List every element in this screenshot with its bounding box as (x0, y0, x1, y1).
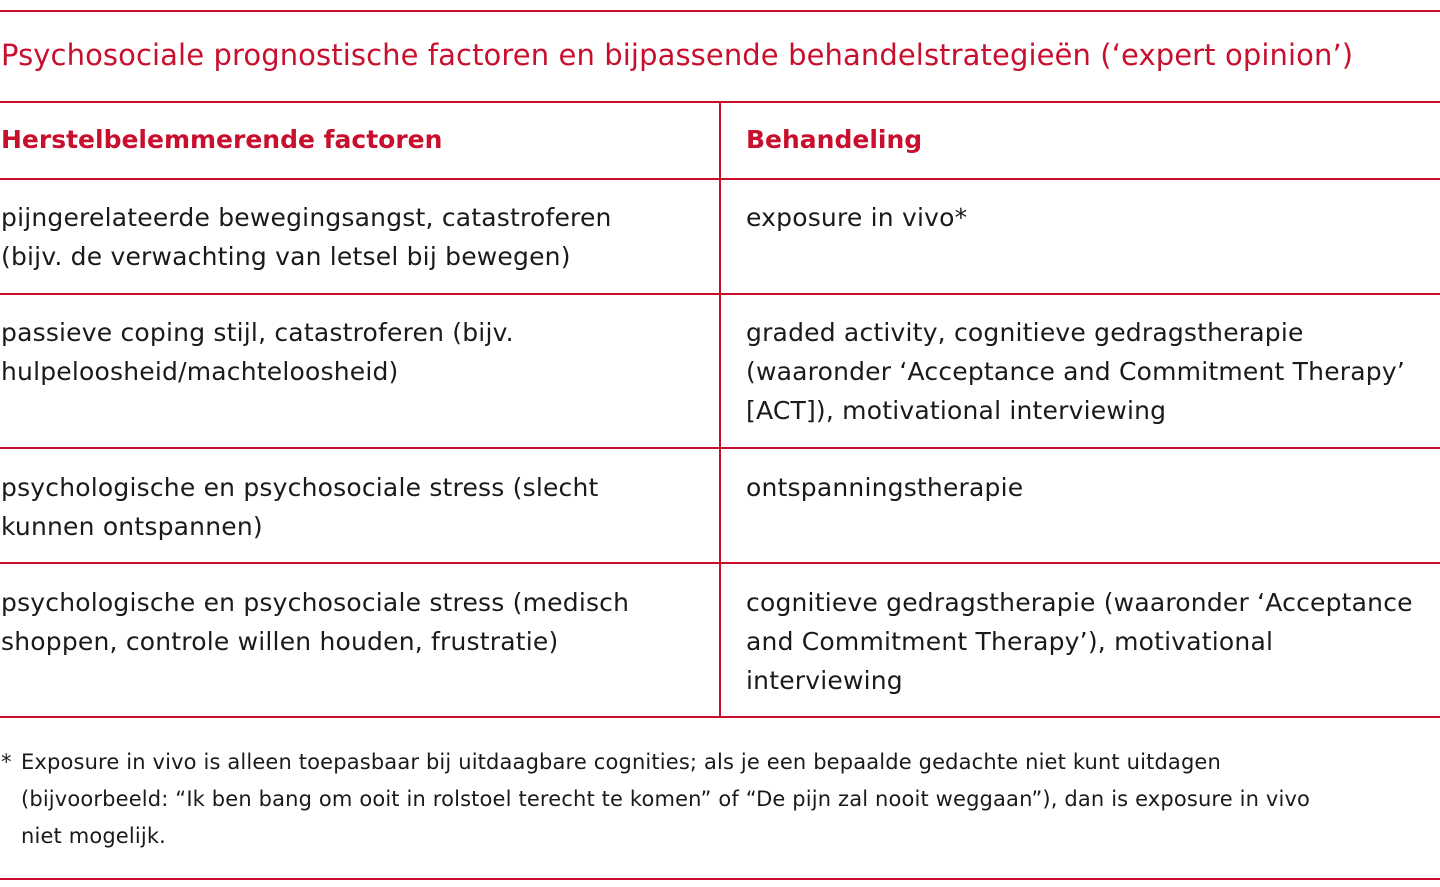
cell-line: hulpeloosheid/machteloosheid) (1, 357, 399, 386)
cell-line: psychologische en psychosociale stress (slecht (1, 473, 599, 502)
table-row-3-factor (1, 468, 599, 546)
column-divider (719, 102, 721, 718)
cell-line: ontspanningstherapie (746, 473, 1024, 502)
header-treatment: Behandeling (746, 125, 923, 154)
table-row-1-factor (1, 198, 612, 276)
cell-line: kunnen ontspannen) (1, 512, 263, 541)
cell-line: (bijv. de verwachting van letsel bij bewegen) (1, 242, 571, 271)
footnote-line: Exposure in vivo is alleen toepasbaar bij uitdaagbare cognities; als je een bepaalde gedachte niet kunt uitdagen (21, 750, 1221, 774)
table-row-4-factor (1, 583, 629, 661)
cell-line: cognitieve gedragstherapie (waaronder ‘Acceptance (746, 588, 1413, 617)
table-row-2-treatment (746, 313, 1405, 430)
cell-line: shoppen, controle willen houden, frustratie) (1, 627, 559, 656)
bottom-rule (0, 878, 1440, 880)
table-row-3-treatment (746, 468, 1023, 507)
cell-line: (waaronder ‘Acceptance and Commitment Therapy’ (746, 357, 1405, 386)
table-title: Psychosociale prognostische factoren en bijpassende behandelstrategieën (‘expert opinion’) (1, 38, 1354, 72)
footnote (1, 744, 1440, 855)
cell-line: psychologische en psychosociale stress (medisch (1, 588, 630, 617)
footnote-line: (bijvoorbeeld: “Ik ben bang om ooit in rolstoel terecht te komen” of “De pijn zal nooit weggaan”), dan is exposure in vivo (21, 787, 1311, 811)
header-factors: Herstelbelemmerende factoren (1, 125, 443, 154)
cell-line: interviewing (746, 666, 903, 695)
top-rule (0, 10, 1440, 12)
footnote-text (21, 744, 1440, 855)
cell-line: pijngerelateerde bewegingsangst, catastroferen (1, 203, 612, 232)
cell-line: exposure in vivo* (746, 203, 968, 232)
cell-line: and Commitment Therapy’), motivational (746, 627, 1274, 656)
table-row-1-treatment (746, 198, 967, 237)
footnote-marker: * (1, 750, 12, 774)
table-row-4-treatment (746, 583, 1413, 700)
footnote-line: niet mogelijk. (21, 824, 166, 848)
cell-line: [ACT]), motivational interviewing (746, 396, 1167, 425)
cell-line: graded activity, cognitieve gedragstherapie (746, 318, 1304, 347)
table-row-2-factor (1, 313, 514, 391)
cell-line: passieve coping stijl, catastroferen (bijv. (1, 318, 514, 347)
